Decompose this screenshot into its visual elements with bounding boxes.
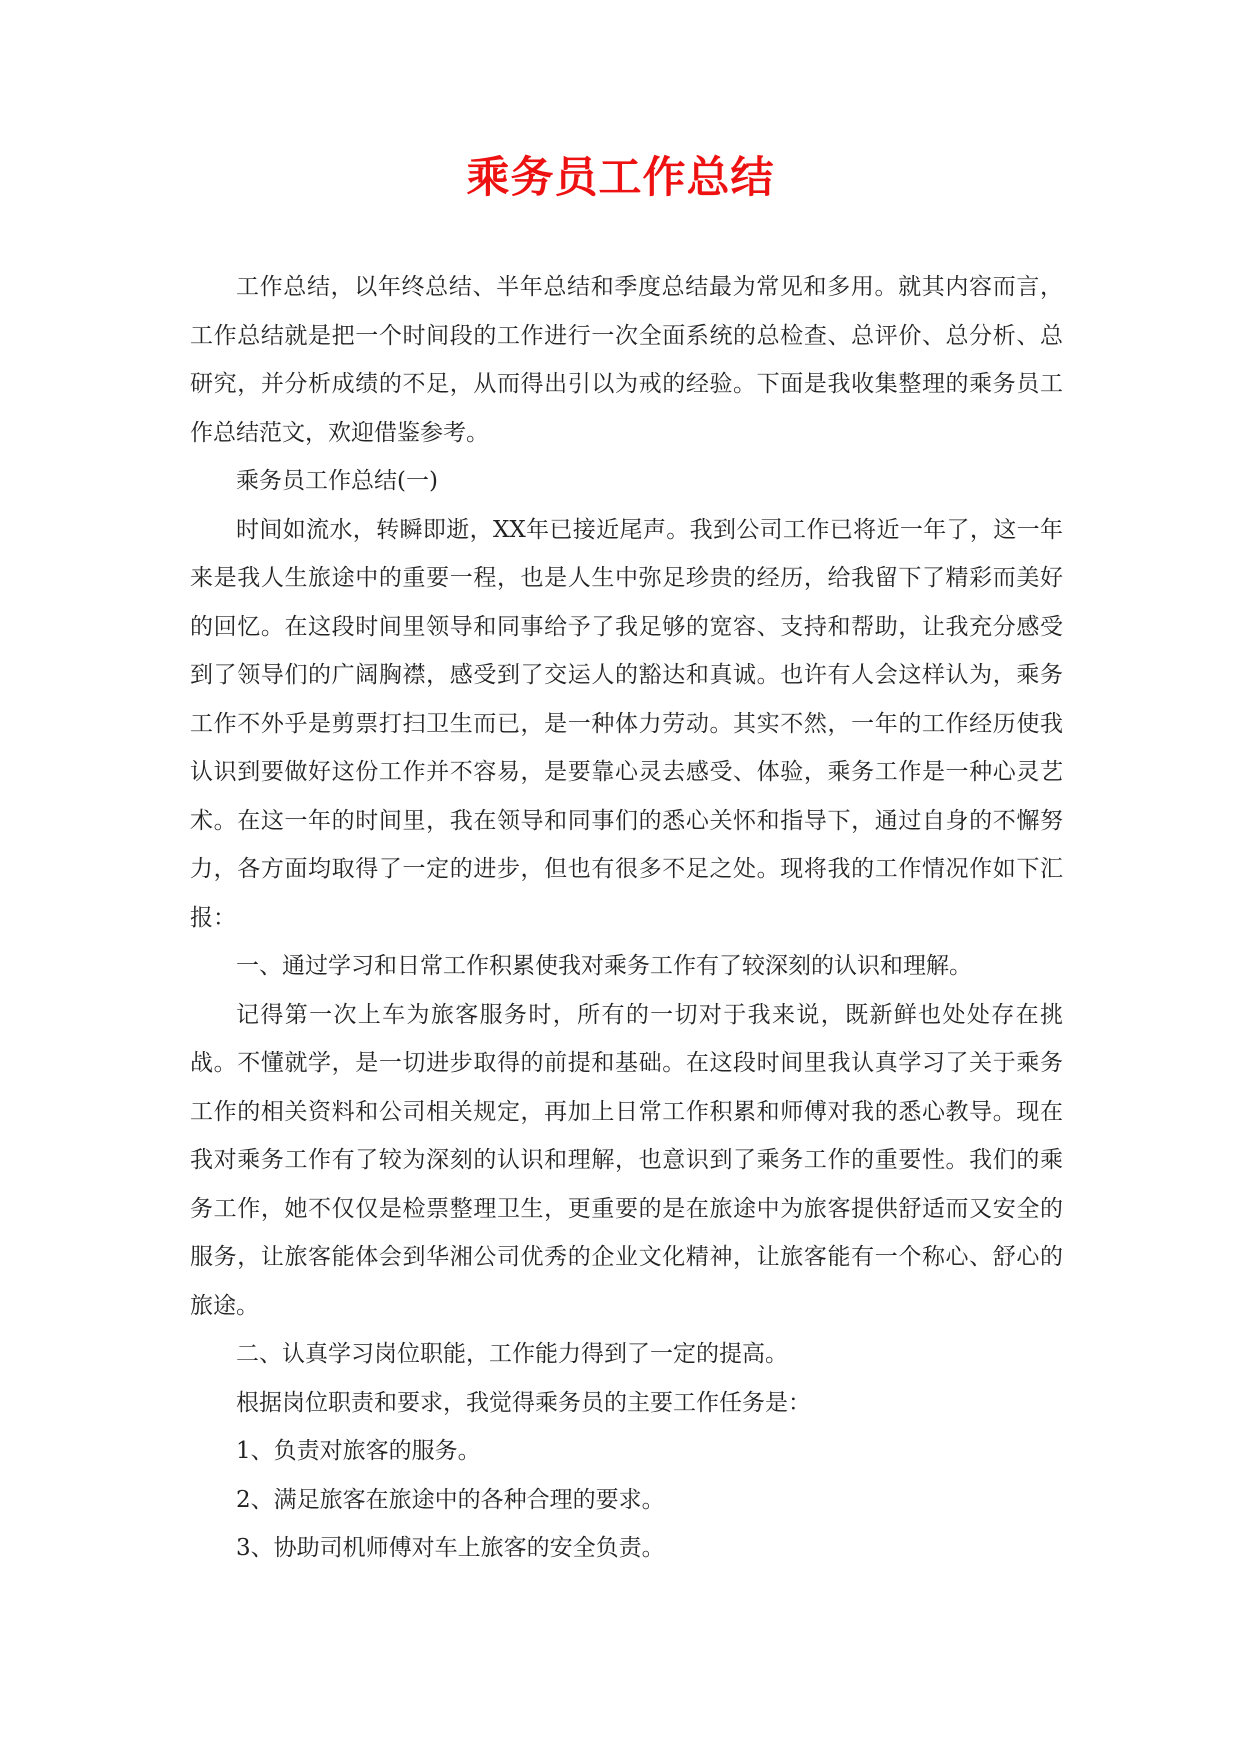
list-item: 3、协助司机师傅对车上旅客的安全负责。 <box>236 1535 665 1561</box>
list-item: 2、满足旅客在旅途中的各种合理的要求。 <box>236 1486 665 1513</box>
body-paragraph: 根据岗位职责和要求，我觉得乘务员的主要工作任务是： <box>236 1389 811 1416</box>
body-paragraph: 时间如流水，转瞬即逝，XX年已接近尾声。我到公司工作已将近一年了，这一年来是我人生旅途中的重要一程，也是人生中弥足珍贵的经历，给我留下了精彩而美好的回忆。在这段时间里领导和同事给予了我足够的宽容、支持和帮助，让我充分感受到了领导们的广阔胸襟，感受到了交运人的豁达和真诚。也许有人会这样认为，乘务工作不外乎是剪票打扫卫生而已，是一种体力劳动。其实不然，一年的工作经历使我认识到要做好这份工作并不容易，是要靠心灵去感受、体验，乘务工作是一种心灵艺术。在这一年的时间里，我在领导和同事们的悉心关怀和指导下，通过自身的不懈努力，各方面均取得了一定的进步，但也有很多不足之处。现将我的工作情况作如下汇报： <box>190 516 1063 931</box>
body-paragraph: 记得第一次上车为旅客服务时，所有的一切对于我来说，既新鲜也处处存在挑战。不懂就学，是一切进步取得的前提和基础。在这段时间里我认真学习了关于乘务工作的相关资料和公司相关规定，再加上日常工作积累和师傅对我的悉心教导。现在我对乘务工作有了较为深刻的认识和理解，也意识到了乘务工作的重要性。我们的乘务工作，她不仅仅是检票整理卫生，更重要的是在旅途中为旅客提供舒适而又安全的服务，让旅客能体会到华湘公司优秀的企业文化精神，让旅客能有一个称心、舒心的旅途。 <box>190 1001 1063 1319</box>
subsection-heading: 一、通过学习和日常工作积累使我对乘务工作有了较深刻的认识和理解。 <box>236 953 972 979</box>
section-heading: 乘务员工作总结(一) <box>236 468 438 494</box>
document-title: 乘务员工作总结 <box>466 153 775 203</box>
list-item: 1、负责对旅客的服务。 <box>236 1438 481 1464</box>
subsection-heading: 二、认真学习岗位职能，工作能力得到了一定的提高。 <box>236 1341 788 1367</box>
intro-paragraph: 工作总结，以年终总结、半年总结和季度总结最为常见和多用。就其内容而言，工作总结就是把一个时间段的工作进行一次全面系统的总检查、总评价、总分析、总研究，并分析成绩的不足，从而得出引以为戒的经验。下面是我收集整理的乘务员工作总结范文，欢迎借鉴参考。 <box>190 274 1063 446</box>
document-body <box>190 263 1063 1573</box>
